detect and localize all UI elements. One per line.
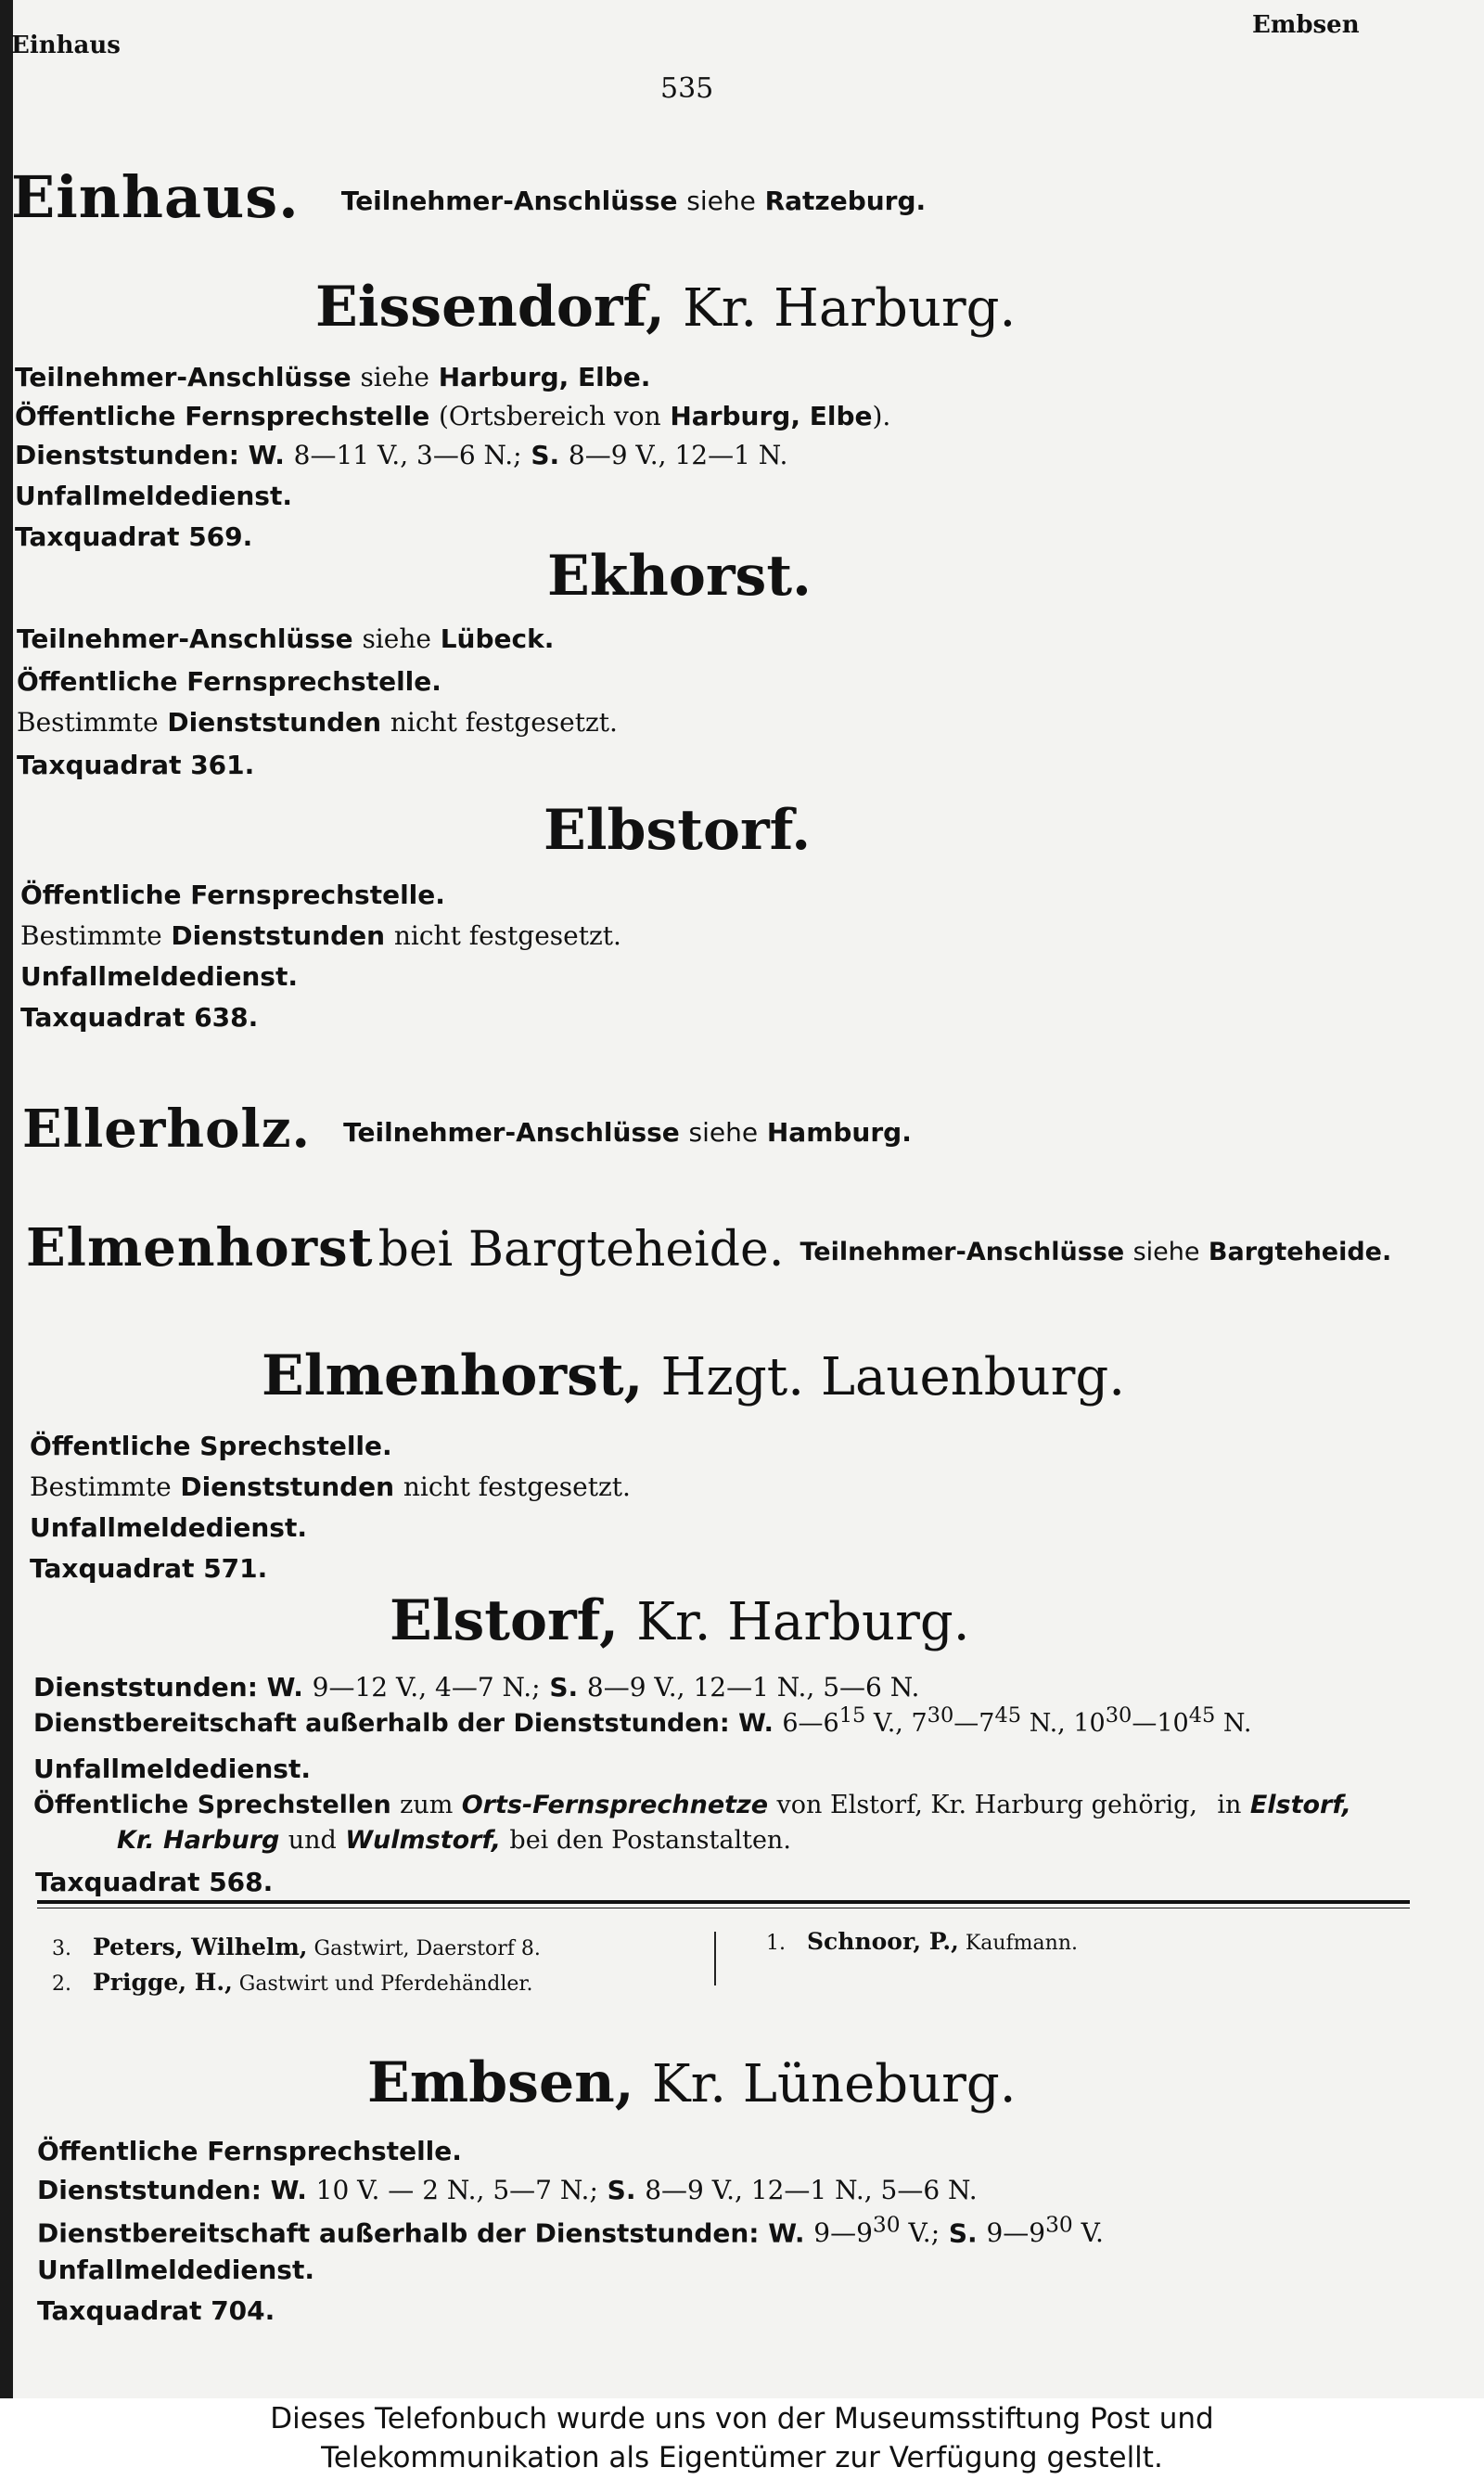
entry-line: Unfallmeldedienst.: [37, 2255, 314, 2285]
list-item: 2. Prigge, H., Gastwirt und Pferdehändler.: [52, 1969, 533, 1996]
entry-line: Öffentliche Fernsprechstelle.: [17, 666, 441, 697]
place-name: Ellerholz.: [22, 1099, 311, 1160]
entry-line: Kr. Harburg und Wulmstorf, bei den Postanstalten.: [117, 1826, 791, 1855]
entry-line: Öffentliche Sprechstelle.: [30, 1431, 392, 1461]
column-separator: [714, 1932, 716, 1985]
place-name: Elmenhorst: [26, 1217, 374, 1279]
entry-line: Unfallmeldedienst.: [33, 1754, 311, 1784]
place-heading-eissendorf: Eissendorf, Kr. Harburg.: [315, 275, 1017, 340]
footer-notice: [0, 2398, 1484, 2480]
entry-line: Öffentliche Fernsprechstelle.: [20, 880, 445, 910]
entry-line: Taxquadrat 569.: [15, 521, 253, 552]
entry-line: Bestimmte Dienststunden nicht festgesetzt.: [17, 707, 618, 738]
footer-line: Telekommunikation als Eigentümer zur Verfügung gestellt.: [321, 2441, 1163, 2474]
page-spine-edge: [0, 0, 13, 2398]
list-item: 1. Schnoor, P., Kaufmann.: [766, 1928, 1078, 1955]
subscriber-list-right: [766, 1928, 1078, 1955]
place-heading-elbstorf: Elbstorf.: [544, 798, 812, 863]
entry-note: Teilnehmer-Anschlüsse siehe Bargteheide.: [800, 1238, 1392, 1266]
entry-line: Teilnehmer-Anschlüsse siehe Lübeck.: [17, 623, 555, 654]
footer-line: Dieses Telefonbuch wurde uns von der Museumsstiftung Post und: [270, 2402, 1214, 2435]
entry-line: Unfallmeldedienst.: [15, 481, 292, 511]
place-heading-ekhorst: Ekhorst.: [547, 544, 812, 609]
entry-line: Unfallmeldedienst.: [20, 961, 298, 992]
entry-line: Taxquadrat 704.: [37, 2295, 275, 2326]
place-heading-elmenhorst-lauenburg: Elmenhorst, Hzgt. Lauenburg.: [262, 1343, 1126, 1408]
entry-line: Unfallmeldedienst.: [30, 1512, 307, 1543]
entry-line: Öffentliche Fernsprechstelle (Ortsbereich von Harburg, Elbe).: [15, 401, 891, 431]
running-head-right: Embsen: [1252, 11, 1360, 39]
entry-line: Dienstbereitschaft außerhalb der Dienststunden: W. $9—9^{30}$ V.; S. $9—9^{30}$ V.: [37, 2212, 1104, 2249]
entry-line: Dienststunden: W. 9—12 V., 4—7 N.; S. 8—9 V., 12—1 N., 5—6 N.: [33, 1672, 920, 1703]
page-number: 535: [660, 72, 714, 105]
entry-ellerholz: [22, 1099, 912, 1160]
entry-line: Bestimmte Dienststunden nicht festgesetzt.: [30, 1471, 631, 1502]
entry-line: Taxquadrat 638.: [20, 1002, 259, 1033]
entry-line: Dienstbereitschaft außerhalb der Dienststunden: W. $6—6^{15}$ V., $7^{30}—7^{45}$ N., $10^{30}—10^{45}$ N.: [33, 1703, 1252, 1738]
place-heading-embsen: Embsen, Kr. Lüneburg.: [367, 2050, 1017, 2115]
entry-line: Taxquadrat 361.: [17, 750, 255, 780]
place-name: Einhaus.: [11, 163, 300, 231]
running-head-left: Einhaus: [11, 32, 121, 59]
place-qualifier: bei Bargteheide.: [377, 1222, 785, 1278]
entry-line: Öffentliche Sprechstellen zum Orts-Fernsprechnetze von Elstorf, Kr. Harburg gehörig, in Elstorf,: [33, 1791, 1351, 1819]
entry-line: Teilnehmer-Anschlüsse siehe Harburg, Elbe.: [15, 362, 651, 392]
entry-line: Dienststunden: W. 10 V. — 2 N., 5—7 N.; S. 8—9 V., 12—1 N., 5—6 N.: [37, 2175, 978, 2205]
entry-note: Teilnehmer-Anschlüsse siehe Hamburg.: [343, 1117, 912, 1148]
entry-note: Teilnehmer-Anschlüsse siehe Ratzeburg.: [340, 186, 927, 216]
entry-einhaus: [11, 163, 926, 231]
list-item: 3. Peters, Wilhelm, Gastwirt, Daerstorf 8.: [52, 1934, 541, 1960]
subscriber-list-left: [52, 1934, 541, 1996]
entry-line: Dienststunden: W. 8—11 V., 3—6 N.; S. 8—9 V., 12—1 N.: [15, 440, 788, 470]
place-heading-elstorf: Elstorf, Kr. Harburg.: [390, 1588, 970, 1653]
entry-line: Taxquadrat 571.: [30, 1553, 268, 1584]
entry-elmenhorst-bargteheide: [26, 1217, 1391, 1279]
entry-line: Taxquadrat 568.: [35, 1867, 274, 1897]
entry-line: Öffentliche Fernsprechstelle.: [37, 2136, 462, 2166]
entry-line: Bestimmte Dienststunden nicht festgesetzt.: [20, 920, 621, 951]
divider-rule: [37, 1900, 1410, 1904]
